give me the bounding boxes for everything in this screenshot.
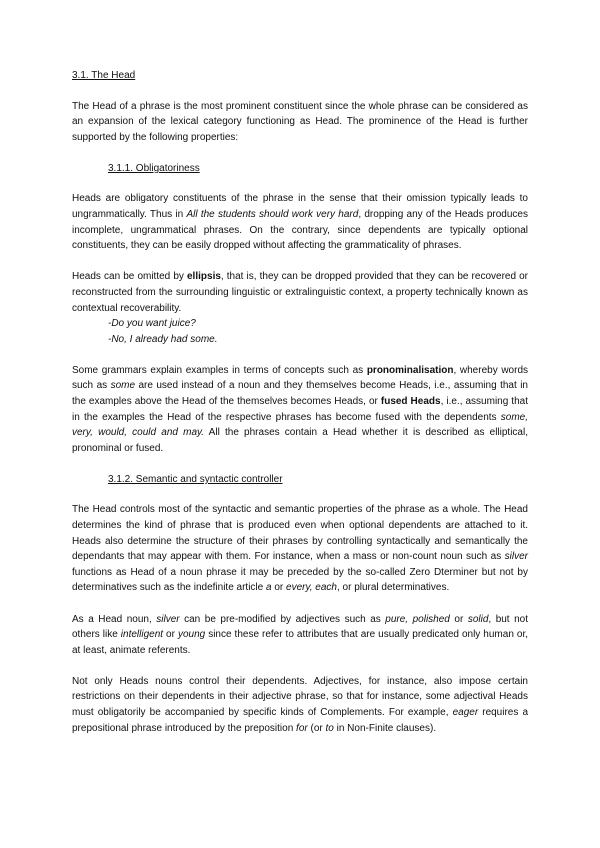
intro-paragraph: The Head of a phrase is the most prominent constituent since the whole phrase can be considered as an expansion of the lexical category functioning as Head. The prominence of the Head is further supported by the following properties: <box>72 100 528 143</box>
pronominalisation-paragraph: Some grammars explain examples in terms of concepts such as pronominalisation, whereby words such as some are used instead of a noun and they themselves become Heads, i.e., assuming that in the examples above the Head of the themselves becomes Heads, or fused Heads, i.e., assuming that in the examples the Head of the respective phrases has become fused with the dependents some, very, would, could and may. All the phrases contain a Head whether it is described as elliptical, pronominal or fused. <box>72 364 529 454</box>
section-heading: 3.1. The Head <box>72 70 136 81</box>
subsection-heading-obligatoriness: 3.1.1. Obligatoriness <box>108 162 200 174</box>
subsection-heading-controller: 3.1.2. Semantic and syntactic controller <box>108 473 283 485</box>
dialogue-example-1: -Do you want juice? <box>108 318 196 330</box>
dialogue-example-2: -No, I already had some. <box>108 333 218 345</box>
term-fused-heads: fused Heads <box>380 396 441 407</box>
controller-paragraph-3: Not only Heads nouns control their dependents. Adjectives, for instance, also impose certain restrictions on their dependents in their adjective phrase, so that for instance, some adjectival Heads must obligatorily be accompanied by specific kinds of Complements. For example, eager requires a prepositional phrase introduced by the preposition for (or to in Non-Finite clauses). <box>72 675 529 734</box>
example-sentence: All the students should work very hard <box>186 209 359 221</box>
obligatoriness-paragraph-1: Heads are obligatory constituents of the phrase in the sense that their omission typically leads to ungrammatically. Thus in All the students should work very hard, dropping any of the Heads produces incomplete, ungrammatical phrases. On the contrary, since dependents are typically optional constituents, they can be easily dropped without affecting the grammaticality of phrases. <box>72 193 528 252</box>
controller-paragraph-2: As a Head noun, silver can be pre-modified by adjectives such as pure, polished or solid, but not others like intelligent or young since these refer to attributes that are usually predicated only human or, at least, animate referents. <box>72 613 529 656</box>
ellipsis-paragraph: Heads can be omitted by ellipsis, that is, they can be dropped provided that they can be recovered or reconstructed from the surrounding linguistic or extralinguistic context, a property technically known as contextual recoverability. <box>72 271 529 314</box>
term-pronominalisation: pronominalisation <box>366 364 454 376</box>
document-page <box>72 68 528 752</box>
term-ellipsis: ellipsis <box>187 271 221 283</box>
controller-paragraph-1: The Head controls most of the syntactic and semantic properties of the phrase as a whole. The Head determines the kind of phrase that is produced even when optional dependents are attached to it. Heads also determine the structure of their phrases by controlling syntactically and semantically the dependants that may appear with them. For instance, when a mass or non-count noun such as silver functions as Head of a noun phrase it may be preceded by the so-called Zero Dterminer but not by determinatives such as the indefinite article a or every, each, or plural determinatives. <box>72 504 528 594</box>
